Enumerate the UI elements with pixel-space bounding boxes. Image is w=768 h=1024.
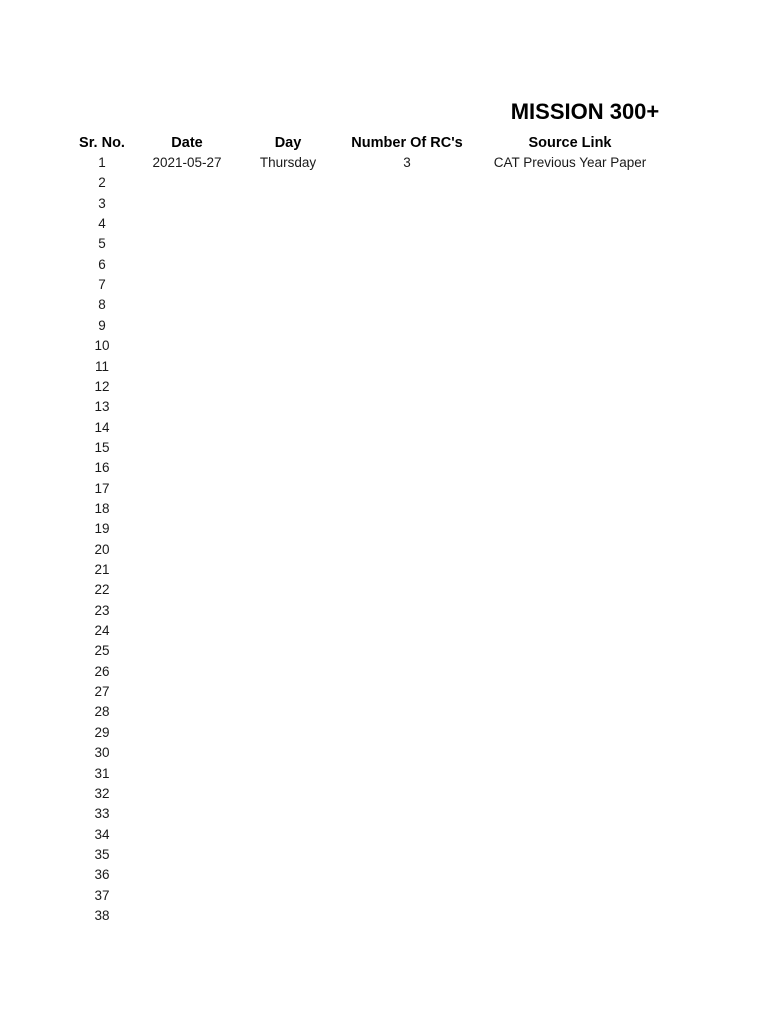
cell-date [137,621,237,641]
cell-number-of-rcs [337,357,477,377]
page-title: MISSION 300+ [510,99,660,124]
cell-date [137,601,237,621]
cell-source-link [470,804,670,824]
table-row [0,601,768,621]
cell-sr-no: 37 [94,887,110,903]
cell-sr-no: 14 [94,419,110,435]
cell-date [137,397,237,417]
cell-date [137,519,237,539]
table-row [0,438,768,458]
cell-date [137,702,237,722]
cell-day [238,702,338,722]
cell-sr-no: 16 [94,460,110,476]
cell-date [137,540,237,560]
cell-number-of-rcs [337,316,477,336]
cell-source-link [470,499,670,519]
cell-sr-no: 34 [94,826,110,842]
cell-number-of-rcs [337,702,477,722]
cell-day [238,336,338,356]
cell-sr-no: 15 [94,439,110,455]
cell-source-link [470,702,670,722]
cell-source-link [470,906,670,926]
cell-source-link [470,825,670,845]
cell-date [137,438,237,458]
cell-number-of-rcs [337,295,477,315]
cell-sr-no: 9 [98,317,106,333]
cell-number-of-rcs [337,275,477,295]
cell-day [238,723,338,743]
cell-source-link [470,865,670,885]
cell-sr-no: 8 [98,297,106,313]
table-row [0,255,768,275]
cell-source-link [470,377,670,397]
cell-number-of-rcs [337,723,477,743]
cell-day [238,234,338,254]
table-row [0,764,768,784]
cell-source-link [470,397,670,417]
table-row [0,641,768,661]
table-row [0,234,768,254]
cell-sr-no: 29 [94,724,110,740]
cell-number-of-rcs [337,397,477,417]
cell-source-link [470,418,670,438]
table-row [0,397,768,417]
cell-sr-no: 6 [98,256,106,272]
cell-sr-no: 27 [94,684,110,700]
cell-date: 2021-05-27 [152,155,222,170]
cell-day [238,764,338,784]
table-row [0,784,768,804]
table-row [0,316,768,336]
cell-day: Thursday [259,155,317,170]
cell-day [238,641,338,661]
column-header-number-of-rcs: Number Of RC's [351,135,463,151]
cell-number-of-rcs [337,804,477,824]
cell-day [238,397,338,417]
cell-date [137,845,237,865]
cell-sr-no: 18 [94,500,110,516]
cell-date [137,865,237,885]
cell-number-of-rcs [337,499,477,519]
cell-number-of-rcs [337,845,477,865]
cell-date [137,295,237,315]
table-row [0,153,768,173]
cell-sr-no: 30 [94,745,110,761]
table-row [0,865,768,885]
cell-source-link [470,357,670,377]
cell-date [137,275,237,295]
cell-day [238,458,338,478]
cell-date [137,336,237,356]
cell-date [137,784,237,804]
cell-day [238,560,338,580]
cell-source-link [470,723,670,743]
cell-day [238,194,338,214]
cell-source-link [470,214,670,234]
cell-source-link [470,255,670,275]
cell-number-of-rcs [337,580,477,600]
cell-date [137,357,237,377]
cell-sr-no: 32 [94,785,110,801]
cell-date [137,316,237,336]
cell-day [238,295,338,315]
cell-sr-no: 26 [94,663,110,679]
cell-number-of-rcs [337,519,477,539]
cell-date [137,173,237,193]
cell-date [137,194,237,214]
table-row [0,295,768,315]
cell-source-link [470,845,670,865]
cell-number-of-rcs [337,438,477,458]
cell-source-link [470,743,670,763]
cell-day [238,825,338,845]
column-header-source-link: Source Link [528,135,612,151]
cell-date [137,255,237,275]
cell-source-link [470,662,670,682]
cell-sr-no: 28 [94,704,110,720]
table-row [0,499,768,519]
cell-day [238,316,338,336]
cell-date [137,662,237,682]
cell-number-of-rcs [337,336,477,356]
cell-date [137,458,237,478]
cell-day [238,682,338,702]
cell-sr-no: 31 [94,765,110,781]
table-row [0,275,768,295]
cell-date [137,723,237,743]
cell-date [137,764,237,784]
cell-day [238,886,338,906]
table-row [0,560,768,580]
table-row [0,173,768,193]
cell-sr-no: 1 [98,155,106,170]
cell-number-of-rcs [337,377,477,397]
cell-sr-no: 38 [94,907,110,923]
cell-source-link [470,560,670,580]
cell-date [137,479,237,499]
table-row [0,621,768,641]
cell-source-link [470,540,670,560]
cell-day [238,662,338,682]
table-row [0,825,768,845]
table-row [0,580,768,600]
cell-day [238,418,338,438]
cell-source-link [470,234,670,254]
column-header-sr-no: Sr. No. [79,135,125,151]
cell-source-link [470,479,670,499]
table-row [0,336,768,356]
cell-number-of-rcs [337,662,477,682]
table-row [0,723,768,743]
cell-number-of-rcs [337,540,477,560]
table-header [0,133,768,153]
cell-date [137,499,237,519]
cell-sr-no: 7 [98,277,106,293]
cell-sr-no: 20 [94,541,110,557]
cell-day [238,865,338,885]
cell-source-link [470,458,670,478]
cell-day [238,845,338,865]
table-row [0,519,768,539]
cell-number-of-rcs [337,621,477,641]
cell-sr-no: 24 [94,623,110,639]
cell-source-link [470,194,670,214]
cell-sr-no: 23 [94,602,110,618]
cell-day [238,804,338,824]
cell-number-of-rcs [337,682,477,702]
cell-day [238,499,338,519]
cell-date [137,886,237,906]
table-row [0,458,768,478]
cell-source-link [470,316,670,336]
column-header-date: Date [171,135,203,151]
cell-number-of-rcs [337,641,477,661]
table-row [0,743,768,763]
column-header-day: Day [274,135,302,151]
cell-number-of-rcs [337,743,477,763]
cell-date [137,682,237,702]
cell-source-link [470,641,670,661]
cell-day [238,479,338,499]
cell-date [137,580,237,600]
cell-source-link [470,295,670,315]
cell-day [238,173,338,193]
cell-number-of-rcs [337,865,477,885]
cell-source-link [470,886,670,906]
cell-source-link: CAT Previous Year Paper [493,155,647,170]
cell-sr-no: 2 [98,175,106,191]
table-row [0,214,768,234]
cell-day [238,784,338,804]
table-row [0,194,768,214]
cell-sr-no: 13 [94,399,110,415]
table-row [0,682,768,702]
cell-source-link [470,601,670,621]
cell-day [238,906,338,926]
cell-day [238,519,338,539]
cell-number-of-rcs [337,255,477,275]
cell-source-link [470,764,670,784]
cell-number-of-rcs [337,560,477,580]
cell-source-link [470,519,670,539]
cell-day [238,214,338,234]
cell-number-of-rcs: 3 [403,155,411,170]
cell-number-of-rcs [337,784,477,804]
cell-number-of-rcs [337,458,477,478]
cell-sr-no: 4 [98,216,106,232]
cell-number-of-rcs [337,479,477,499]
cell-day [238,377,338,397]
cell-sr-no: 33 [94,806,110,822]
cell-date [137,743,237,763]
table-row [0,377,768,397]
cell-day [238,601,338,621]
table-row [0,845,768,865]
cell-sr-no: 35 [94,846,110,862]
cell-sr-no: 5 [98,236,106,252]
cell-number-of-rcs [337,825,477,845]
cell-day [238,357,338,377]
cell-date [137,641,237,661]
cell-date [137,214,237,234]
cell-day [238,743,338,763]
cell-source-link [470,336,670,356]
cell-source-link [470,580,670,600]
cell-sr-no: 19 [94,521,110,537]
cell-date [137,804,237,824]
cell-source-link [470,438,670,458]
cell-number-of-rcs [337,886,477,906]
cell-sr-no: 12 [94,378,110,394]
cell-sr-no: 10 [94,338,110,354]
table-row [0,418,768,438]
table-row [0,886,768,906]
cell-sr-no: 36 [94,867,110,883]
cell-source-link [470,784,670,804]
cell-source-link [470,275,670,295]
table-row [0,804,768,824]
cell-date [137,418,237,438]
cell-number-of-rcs [337,418,477,438]
cell-number-of-rcs [337,194,477,214]
cell-day [238,438,338,458]
cell-date [137,825,237,845]
cell-date [137,377,237,397]
cell-date [137,560,237,580]
cell-number-of-rcs [337,601,477,621]
cell-date [137,234,237,254]
table-row [0,906,768,926]
cell-number-of-rcs [337,173,477,193]
cell-day [238,275,338,295]
cell-source-link [470,682,670,702]
cell-date [137,906,237,926]
cell-sr-no: 11 [94,358,109,374]
cell-day [238,621,338,641]
cell-number-of-rcs [337,906,477,926]
table-row [0,702,768,722]
cell-sr-no: 22 [94,582,110,598]
table-row [0,662,768,682]
cell-number-of-rcs [337,234,477,254]
table-row [0,479,768,499]
cell-sr-no: 3 [98,195,106,211]
table-row [0,357,768,377]
cell-day [238,540,338,560]
cell-source-link [470,621,670,641]
cell-sr-no: 25 [94,643,110,659]
table-row [0,540,768,560]
cell-sr-no: 21 [94,562,110,577]
cell-sr-no: 17 [94,480,110,496]
cell-day [238,580,338,600]
cell-number-of-rcs [337,214,477,234]
cell-number-of-rcs [337,764,477,784]
cell-day [238,255,338,275]
cell-source-link [470,173,670,193]
